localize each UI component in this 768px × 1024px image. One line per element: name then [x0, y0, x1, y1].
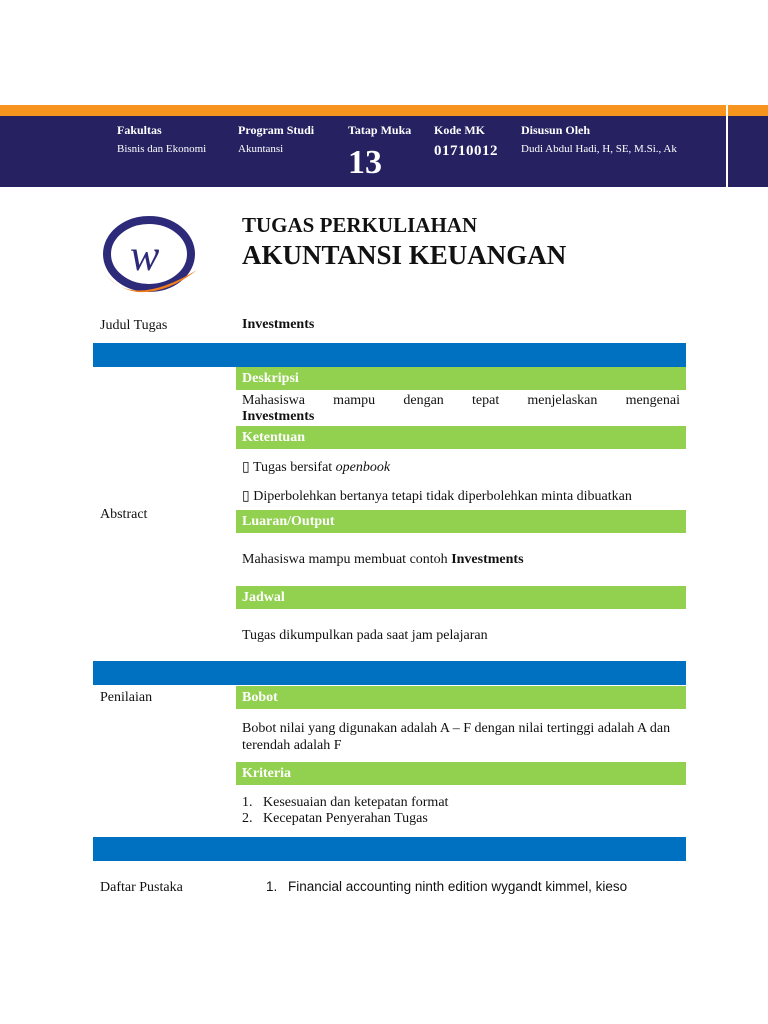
- tatap-label: Tatap Muka: [348, 123, 412, 137]
- bobot-text: Bobot nilai yang digunakan adalah A – F dengan nilai tertinggi adalah A dan terendah adalah F: [242, 721, 671, 753]
- kriteria-item: [242, 811, 428, 827]
- ketentuan-item: [242, 459, 390, 476]
- kriteria-header: Kriteria: [236, 762, 686, 785]
- item-text: Tugas bersifat: [252, 460, 336, 475]
- section-divider: [93, 837, 686, 861]
- disusun-value: Dudi Abdul Hadi, H, SE, M.Si., Ak: [521, 143, 677, 155]
- prodi-label: Program Studi: [238, 123, 315, 137]
- bullet-icon: ▯: [242, 460, 250, 475]
- luaran-header: Luaran/Output: [236, 510, 686, 533]
- ketentuan-header: Ketentuan: [236, 426, 686, 449]
- kriteria-item: [242, 795, 449, 811]
- item-number: 1.: [266, 879, 278, 894]
- item-number: 1.: [242, 795, 253, 810]
- bullet-icon: ▯: [242, 489, 250, 504]
- svg-text:w: w: [130, 231, 160, 280]
- item-text: Financial accounting ninth edition wygandt kimmel, kieso: [288, 879, 628, 894]
- header-divider: [726, 105, 728, 187]
- kode-label: Kode MK: [434, 123, 485, 137]
- section-divider: [93, 661, 686, 685]
- jadwal-text: Tugas dikumpulkan pada saat jam pelajaran: [242, 628, 488, 643]
- luaran-text: [242, 552, 524, 568]
- title-line1: TUGAS PERKULIAHAN: [242, 213, 478, 237]
- bobot-header: Bobot: [236, 686, 686, 709]
- header-orange-band: [0, 105, 768, 116]
- luaran-plain: Mahasiswa mampu membuat contoh: [242, 552, 452, 567]
- judul-value: Investments: [242, 317, 315, 332]
- abstract-label: Abstract: [100, 507, 148, 522]
- luaran-bold: Investments: [451, 552, 524, 567]
- item-text: Kecepatan Penyerahan Tugas: [263, 811, 428, 826]
- deskripsi-text: Mahasiswa mampu dengan tepat menjelaskan mengenai: [242, 393, 680, 408]
- item-italic: openbook: [335, 460, 391, 475]
- deskripsi-header: Deskripsi: [236, 367, 686, 390]
- disusun-label: Disusun Oleh: [521, 123, 591, 137]
- fakultas-value: Bisnis dan Ekonomi: [117, 143, 207, 155]
- item-number: 2.: [242, 811, 253, 826]
- tatap-value: 13: [348, 144, 382, 181]
- penilaian-label: Penilaian: [100, 690, 153, 705]
- item-text: Kesesuaian dan ketepatan format: [263, 795, 449, 810]
- fakultas-label: Fakultas: [117, 123, 162, 137]
- pustaka-label: Daftar Pustaka: [100, 880, 183, 895]
- item-text: Diperbolehkan bertanya tetapi tidak diperbolehkan minta dibuatkan: [253, 489, 632, 504]
- ketentuan-item: [242, 488, 632, 505]
- pustaka-item: [266, 879, 628, 894]
- title-line2: AKUNTANSI KEUANGAN: [242, 240, 567, 270]
- deskripsi-bold: Investments: [242, 409, 315, 424]
- section-divider: [93, 343, 686, 367]
- prodi-value: Akuntansi: [238, 143, 284, 155]
- kode-value: 01710012: [434, 143, 498, 159]
- judul-label: Judul Tugas: [100, 318, 168, 333]
- university-logo: [97, 212, 203, 308]
- jadwal-header: Jadwal: [236, 586, 686, 609]
